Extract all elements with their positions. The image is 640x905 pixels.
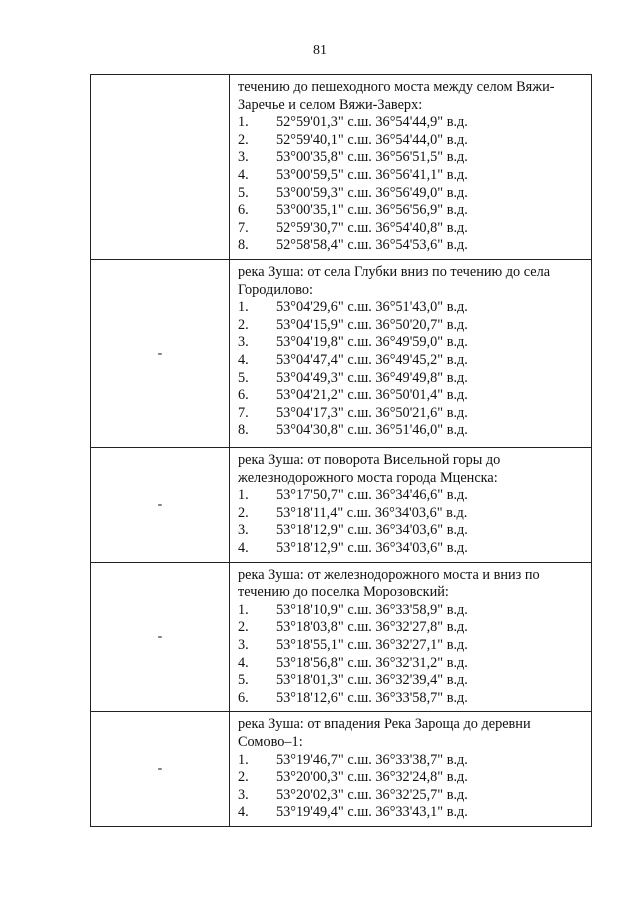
- coordinate-point: [238, 804, 587, 822]
- point-coordinates: 53°18'56,8" с.ш. 36°32'31,2" в.д.: [276, 654, 468, 671]
- row-mark: -: [157, 761, 163, 777]
- point-coordinates: 53°00'59,5" с.ш. 36°56'41,1" в.д.: [276, 166, 468, 183]
- coordinate-point: [238, 540, 587, 558]
- point-coordinates: 53°19'46,7" с.ш. 36°33'38,7" в.д.: [276, 751, 468, 768]
- point-number: 7.: [238, 404, 249, 421]
- point-number: 4.: [238, 654, 249, 671]
- point-coordinates: 53°18'12,6" с.ш. 36°33'58,7" в.д.: [276, 689, 468, 706]
- point-number: 3.: [238, 334, 249, 351]
- coordinate-point: [238, 522, 587, 540]
- point-coordinates: 53°18'10,9" с.ш. 36°33'58,9" в.д.: [276, 601, 468, 618]
- point-coordinates: 53°00'35,8" с.ш. 36°56'51,5" в.д.: [276, 149, 468, 166]
- point-coordinates: 53°04'19,8" с.ш. 36°49'59,0" в.д.: [276, 334, 468, 351]
- point-coordinates: 52°59'30,7" с.ш. 36°54'40,8" в.д.: [276, 219, 468, 236]
- point-number: 1.: [238, 487, 249, 504]
- point-coordinates: 52°59'01,3" с.ш. 36°54'44,9" в.д.: [276, 114, 468, 131]
- row-content-cell: [230, 562, 592, 712]
- coordinate-point: [238, 237, 587, 255]
- point-number: 3.: [238, 149, 249, 166]
- coordinate-point: [238, 672, 587, 690]
- coordinate-point: [238, 405, 587, 423]
- point-number: 5.: [238, 369, 249, 386]
- row-content-cell: [230, 260, 592, 448]
- point-coordinates: 53°04'47,4" с.ш. 36°49'45,2" в.д.: [276, 351, 468, 368]
- coordinate-point: [238, 334, 587, 352]
- point-coordinates: 53°18'01,3" с.ш. 36°32'39,4" в.д.: [276, 672, 468, 689]
- point-number: 4.: [238, 166, 249, 183]
- point-number: 4.: [238, 804, 249, 821]
- point-coordinates: 53°18'03,8" с.ш. 36°32'27,8" в.д.: [276, 619, 468, 636]
- table-row: [91, 448, 592, 563]
- coordinate-point: [238, 352, 587, 370]
- coordinate-point: [238, 149, 587, 167]
- point-number: 5.: [238, 184, 249, 201]
- coordinate-point: [238, 370, 587, 388]
- coordinate-point: [238, 220, 587, 238]
- point-number: 4.: [238, 351, 249, 368]
- point-coordinates: 52°59'40,1" с.ш. 36°54'44,0" в.д.: [276, 131, 468, 148]
- point-number: 8.: [238, 237, 249, 254]
- table-row: [91, 712, 592, 827]
- row-mark-cell: [91, 562, 230, 712]
- table-row: [91, 75, 592, 260]
- coordinate-point: [238, 422, 587, 440]
- table-row: [91, 562, 592, 712]
- coordinate-point: [238, 690, 587, 708]
- point-number: 3.: [238, 522, 249, 539]
- river-section-description: река Зуша: от железнодорожного моста и вниз по течению до поселка Морозовский:: [238, 566, 540, 601]
- row-mark-cell: [91, 260, 230, 448]
- point-number: 3.: [238, 636, 249, 653]
- row-content-cell: [230, 448, 592, 563]
- point-coordinates: 53°00'35,1" с.ш. 36°56'56,9" в.д.: [276, 202, 468, 219]
- table-row: [91, 260, 592, 448]
- point-coordinates: 53°18'12,9" с.ш. 36°34'03,6" в.д.: [276, 522, 468, 539]
- row-mark-cell: [91, 448, 230, 563]
- point-number: 6.: [238, 202, 249, 219]
- point-number: 5.: [238, 672, 249, 689]
- point-number: 2.: [238, 316, 249, 333]
- point-number: 1.: [238, 114, 249, 131]
- point-coordinates: 53°20'02,3" с.ш. 36°32'25,7" в.д.: [276, 786, 468, 803]
- point-number: 1.: [238, 601, 249, 618]
- point-coordinates: 53°04'17,3" с.ш. 36°50'21,6" в.д.: [276, 404, 468, 421]
- row-mark: -: [157, 628, 163, 644]
- point-coordinates: 53°18'12,9" с.ш. 36°34'03,6" в.д.: [276, 539, 468, 556]
- coordinate-point: [238, 619, 587, 637]
- coordinate-point: [238, 387, 587, 405]
- coordinates-table: [90, 74, 592, 827]
- coordinate-point: [238, 202, 587, 220]
- point-coordinates: 53°04'49,3" с.ш. 36°49'49,8" в.д.: [276, 369, 468, 386]
- river-section-description: течению до пешеходного моста между селом Вяжи-Заречье и селом Вяжи-Заверх:: [238, 79, 555, 113]
- point-number: 6.: [238, 689, 249, 706]
- row-mark-cell: [91, 75, 230, 260]
- point-number: 6.: [238, 387, 249, 404]
- row-mark: -: [157, 345, 163, 361]
- point-coordinates: 53°04'21,2" с.ш. 36°50'01,4" в.д.: [276, 387, 468, 404]
- point-number: 4.: [238, 539, 249, 556]
- coordinate-point: [238, 167, 587, 185]
- row-mark-cell: [91, 712, 230, 827]
- coordinate-point: [238, 769, 587, 787]
- river-section-description: река Зуша: от впадения Река Зароща до деревни Сомово–1:: [238, 716, 531, 750]
- point-coordinates: 52°58'58,4" с.ш. 36°54'53,6" в.д.: [276, 237, 468, 254]
- point-number: 2.: [238, 131, 249, 148]
- point-number: 1.: [238, 299, 249, 316]
- coordinates-table-body: [91, 75, 592, 827]
- coordinate-point: [238, 317, 587, 335]
- point-number: 8.: [238, 422, 249, 439]
- point-coordinates: 53°20'00,3" с.ш. 36°32'24,8" в.д.: [276, 769, 468, 786]
- point-coordinates: 53°04'15,9" с.ш. 36°50'20,7" в.д.: [276, 316, 468, 333]
- point-coordinates: 53°19'49,4" с.ш. 36°33'43,1" в.д.: [276, 804, 468, 821]
- point-coordinates: 53°00'59,3" с.ш. 36°56'49,0" в.д.: [276, 184, 468, 201]
- coordinate-point: [238, 505, 587, 523]
- coordinate-point: [238, 299, 587, 317]
- coordinate-point: [238, 637, 587, 655]
- coordinate-point: [238, 655, 587, 673]
- river-section-description: река Зуша: от поворота Висельной горы до железнодорожного моста города Мценска:: [238, 452, 501, 486]
- point-number: 7.: [238, 219, 249, 236]
- point-coordinates: 53°04'29,6" с.ш. 36°51'43,0" в.д.: [276, 299, 468, 316]
- row-content-cell: [230, 75, 592, 260]
- page-number: 81: [313, 43, 327, 58]
- row-content-cell: [230, 712, 592, 827]
- point-number: 2.: [238, 619, 249, 636]
- river-section-description: река Зуша: от села Глубки вниз по течению до села Городилово:: [238, 264, 551, 298]
- coordinate-point: [238, 132, 587, 150]
- point-number: 2.: [238, 769, 249, 786]
- coordinate-point: [238, 185, 587, 203]
- point-coordinates: 53°17'50,7" с.ш. 36°34'46,6" в.д.: [276, 487, 468, 504]
- point-number: 2.: [238, 504, 249, 521]
- point-coordinates: 53°04'30,8" с.ш. 36°51'46,0" в.д.: [276, 422, 468, 439]
- point-number: 3.: [238, 786, 249, 803]
- coordinate-point: [238, 752, 587, 770]
- point-number: 1.: [238, 751, 249, 768]
- row-mark: -: [157, 496, 163, 512]
- coordinate-point: [238, 487, 587, 505]
- coordinate-point: [238, 114, 587, 132]
- point-coordinates: 53°18'11,4" с.ш. 36°34'03,6" в.д.: [276, 504, 468, 521]
- coordinate-point: [238, 787, 587, 805]
- coordinate-point: [238, 602, 587, 620]
- point-coordinates: 53°18'55,1" с.ш. 36°32'27,1" в.д.: [276, 636, 468, 653]
